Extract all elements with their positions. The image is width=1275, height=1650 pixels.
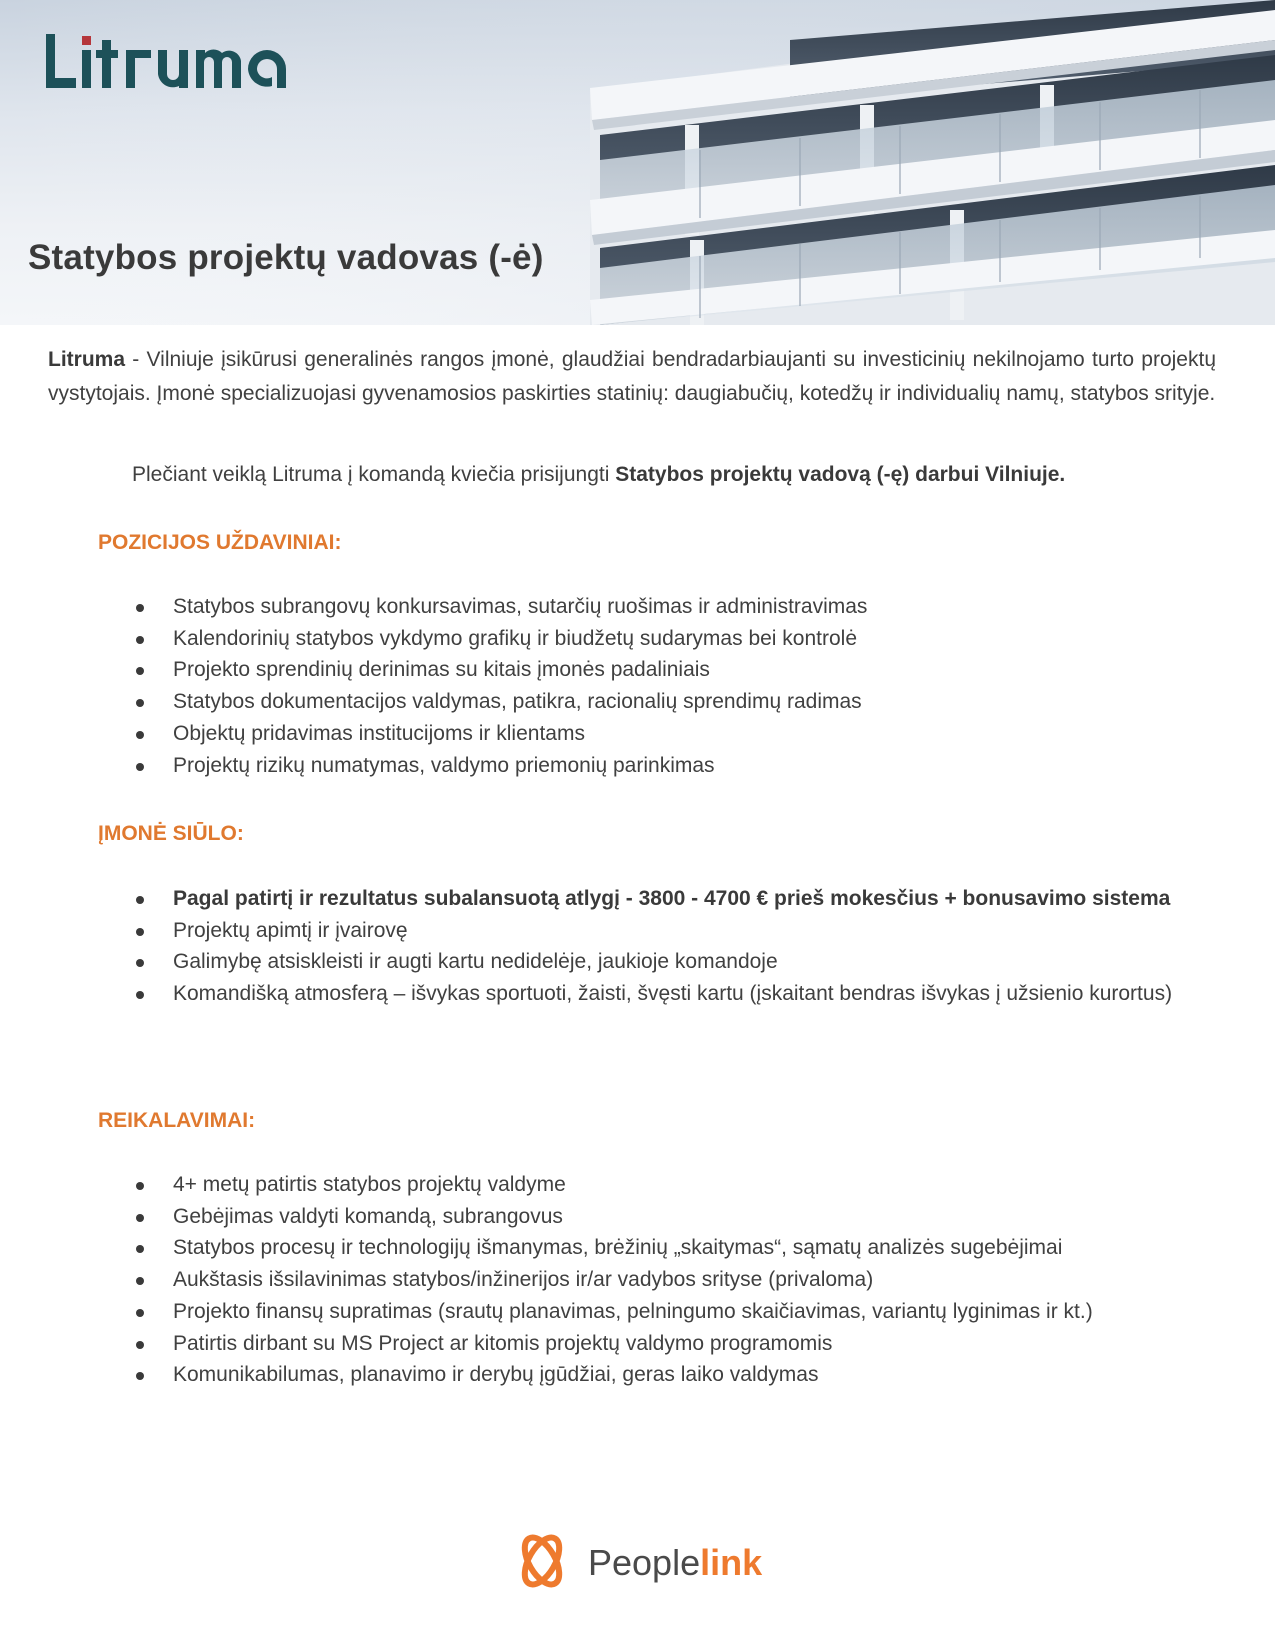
bullet-icon — [136, 928, 144, 936]
invitation — [132, 460, 1222, 490]
offer-title: ĮMONĖ SIŪLO: — [98, 822, 244, 845]
peoplelink-knot-icon — [518, 1532, 567, 1590]
list-item: Statybos procesų ir technologijų išmanymas, brėžinių „skaitymas“, sąmatų analizės sugebėjimai — [136, 1232, 1156, 1264]
list-item: Statybos dokumentacijos valdymas, patikra, racionalių sprendimų radimas — [136, 686, 1176, 718]
bullet-icon — [136, 636, 144, 644]
bullet-icon — [136, 763, 144, 771]
list-item: Aukštasis išsilavinimas statybos/inžinerijos ir/ar vadybos srityse (privaloma) — [136, 1264, 1156, 1296]
litruma-logo — [44, 28, 304, 92]
bullet-icon — [136, 1372, 144, 1380]
bullet-icon — [136, 1277, 144, 1285]
hero-banner — [0, 0, 1275, 325]
invitation-text: Plečiant veiklą Litruma į komandą kviečia prisijungti — [132, 463, 616, 486]
invitation-position: Statybos projektų vadovą (-ę) darbui Vilniuje. — [615, 463, 1066, 486]
list-item: Objektų pridavimas institucijoms ir klientams — [136, 718, 1176, 750]
bullet-icon — [136, 1341, 144, 1349]
list-item: Pagal patirtį ir rezultatus subalansuotą atlygį - 3800 - 4700 € prieš mokesčius + bonusavimo sistema — [136, 883, 1176, 915]
bullet-icon — [136, 699, 144, 707]
job-title: Statybos projektų vadovas (-ė) — [28, 238, 544, 277]
list-item: Komandišką atmosferą – išvykas sportuoti, žaisti, švęsti kartu (įskaitant bendras išvykas į užsienio kurortus) — [136, 978, 1176, 1010]
list-item: Gebėjimas valdyti komandą, subrangovus — [136, 1201, 1156, 1233]
bullet-icon — [136, 1309, 144, 1317]
bullet-icon — [136, 896, 144, 904]
tasks-list — [136, 591, 1176, 781]
bullet-icon — [136, 667, 144, 675]
bullet-icon — [136, 991, 144, 999]
bullet-icon — [136, 731, 144, 739]
list-item: Projekto finansų supratimas (srautų planavimas, pelningumo skaičiavimas, variantų lyginimas ir kt.) — [136, 1296, 1156, 1328]
bullet-icon — [136, 1182, 144, 1190]
tasks-title: POZICIJOS UŽDAVINIAI: — [98, 531, 342, 554]
intro-text: - Vilniuje įsikūrusi generalinės rangos įmonė, glaudžiai bendradarbiaujanti su investicinių nekilnojamo turto projektų vystytojais. Įmonė specializuojasi gyvenamosios paskirties statinių: daugiabučių, kotedžų ir individualių namų, statybos srityje. — [48, 348, 1216, 405]
bullet-icon — [136, 959, 144, 967]
list-item: Projektų rizikų numatymas, valdymo priemonių parinkimas — [136, 750, 1176, 782]
offer-list — [136, 883, 1176, 1010]
company-intro — [48, 343, 1216, 410]
list-item: Projektų apimtį ir įvairovę — [136, 915, 1176, 947]
bullet-icon — [136, 1214, 144, 1222]
peoplelink-logo — [510, 1528, 770, 1594]
list-item: Komunikabilumas, planavimo ir derybų įgūdžiai, geras laiko valdymas — [136, 1359, 1156, 1391]
requirements-list — [136, 1169, 1156, 1391]
requirements-title: REIKALAVIMAI: — [98, 1109, 256, 1132]
bullet-icon — [136, 604, 144, 612]
list-item: Galimybę atsiskleisti ir augti kartu nedidelėje, jaukioje komandoje — [136, 946, 1176, 978]
list-item: Kalendorinių statybos vykdymo grafikų ir biudžetų sudarymas bei kontrolė — [136, 623, 1176, 655]
list-item: 4+ metų patirtis statybos projektų valdyme — [136, 1169, 1156, 1201]
bullet-icon — [136, 1245, 144, 1253]
peoplelink-wordmark: Peoplelink — [588, 1542, 763, 1583]
list-item: Statybos subrangovų konkursavimas, sutarčių ruošimas ir administravimas — [136, 591, 1176, 623]
list-item: Patirtis dirbant su MS Project ar kitomis projektų valdymo programomis — [136, 1328, 1156, 1360]
list-item: Projekto sprendinių derinimas su kitais įmonės padaliniais — [136, 654, 1176, 686]
company-name: Litruma — [48, 348, 126, 371]
logo-red-dot — [82, 36, 91, 45]
